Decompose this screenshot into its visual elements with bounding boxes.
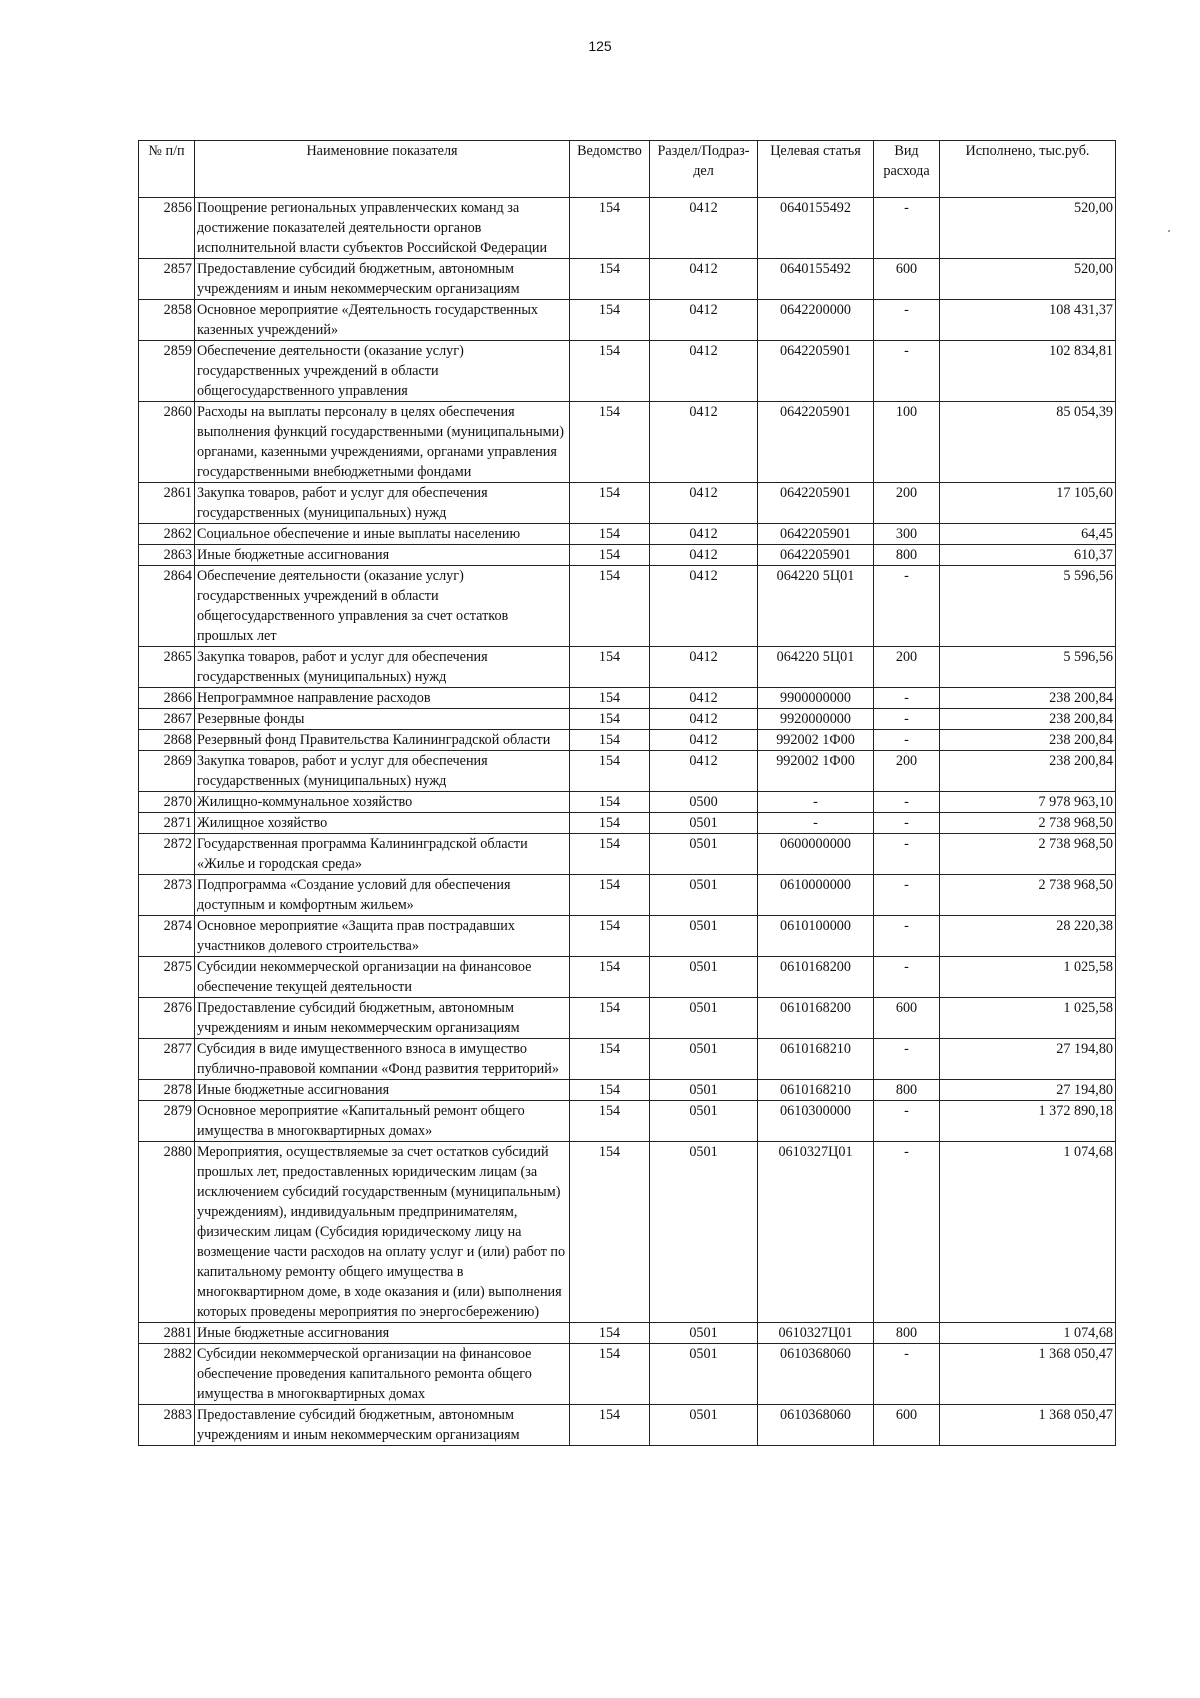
indicator-name: Подпрограмма «Создание условий для обеспечения доступным и комфортным жильем»	[195, 875, 570, 916]
vid-rashoda-code: -	[874, 300, 940, 341]
razdel-code: 0412	[650, 198, 758, 259]
table-row	[139, 834, 1116, 875]
indicator-name: Основное мероприятие «Деятельность государственных казенных учреждений»	[195, 300, 570, 341]
vedomstvo-code: 154	[570, 957, 650, 998]
row-number: 2874	[139, 916, 195, 957]
indicator-name: Предоставление субсидий бюджетным, автономным учреждениям и иным некоммерческим организациям	[195, 998, 570, 1039]
indicator-name: Государственная программа Калининградской области «Жилье и городская среда»	[195, 834, 570, 875]
razdel-code: 0501	[650, 813, 758, 834]
table-row	[139, 647, 1116, 688]
celevaya-statya-code: 0610168210	[758, 1080, 874, 1101]
table-row	[139, 566, 1116, 647]
vedomstvo-code: 154	[570, 1080, 650, 1101]
executed-amount: 17 105,60	[940, 483, 1116, 524]
vedomstvo-code: 154	[570, 730, 650, 751]
indicator-name: Мероприятия, осуществляемые за счет остатков субсидий прошлых лет, предоставленных юридическим лицам (за исключением субсидий государственным (муниципальным) учреждениям), индивидуальным предпринимателям, физическим лицам (Субсидия юридическому лицу на возмещение части расходов на оплату услуг и (или) работ по капитальному ремонту общего имущества в многоквартирном доме, в ходе оказания и (или) выполнения которых проведены мероприятия по энергосбережению)	[195, 1142, 570, 1323]
celevaya-statya-code: 9900000000	[758, 688, 874, 709]
vedomstvo-code: 154	[570, 813, 650, 834]
celevaya-statya-code: 0610327Ц01	[758, 1323, 874, 1344]
razdel-code: 0412	[650, 688, 758, 709]
table-row	[139, 300, 1116, 341]
table-header-row	[139, 141, 1116, 198]
table-row	[139, 524, 1116, 545]
row-number: 2858	[139, 300, 195, 341]
row-number: 2869	[139, 751, 195, 792]
executed-amount: 1 025,58	[940, 957, 1116, 998]
table-row	[139, 341, 1116, 402]
vedomstvo-code: 154	[570, 1142, 650, 1323]
indicator-name: Резервные фонды	[195, 709, 570, 730]
row-number: 2881	[139, 1323, 195, 1344]
executed-amount: 1 368 050,47	[940, 1405, 1116, 1446]
vedomstvo-code: 154	[570, 1101, 650, 1142]
row-number: 2865	[139, 647, 195, 688]
executed-amount: 238 200,84	[940, 751, 1116, 792]
row-number: 2861	[139, 483, 195, 524]
table-row	[139, 1323, 1116, 1344]
table-row	[139, 1405, 1116, 1446]
row-number: 2862	[139, 524, 195, 545]
vedomstvo-code: 154	[570, 751, 650, 792]
razdel-code: 0412	[650, 341, 758, 402]
row-number: 2880	[139, 1142, 195, 1323]
executed-amount: 520,00	[940, 259, 1116, 300]
indicator-name: Предоставление субсидий бюджетным, автономным учреждениям и иным некоммерческим организациям	[195, 1405, 570, 1446]
indicator-name: Иные бюджетные ассигнования	[195, 545, 570, 566]
executed-amount: 27 194,80	[940, 1080, 1116, 1101]
celevaya-statya-code: 0610000000	[758, 875, 874, 916]
table-row	[139, 1344, 1116, 1405]
vid-rashoda-code: 600	[874, 1405, 940, 1446]
razdel-code: 0501	[650, 1039, 758, 1080]
vid-rashoda-code: 600	[874, 259, 940, 300]
razdel-code: 0412	[650, 751, 758, 792]
indicator-name: Субсидия в виде имущественного взноса в имущество публично-правовой компании «Фонд развития территорий»	[195, 1039, 570, 1080]
indicator-name: Субсидии некоммерческой организации на финансовое обеспечение текущей деятельности	[195, 957, 570, 998]
row-number: 2873	[139, 875, 195, 916]
table-row	[139, 813, 1116, 834]
row-number: 2872	[139, 834, 195, 875]
executed-amount: 85 054,39	[940, 402, 1116, 483]
row-number: 2870	[139, 792, 195, 813]
razdel-code: 0501	[650, 916, 758, 957]
celevaya-statya-code: 0642200000	[758, 300, 874, 341]
vid-rashoda-code: -	[874, 709, 940, 730]
celevaya-statya-code: 064220 5Ц01	[758, 566, 874, 647]
celevaya-statya-code: -	[758, 813, 874, 834]
budget-execution-table	[138, 140, 1116, 1446]
vedomstvo-code: 154	[570, 1323, 650, 1344]
celevaya-statya-code: 992002 1Ф00	[758, 730, 874, 751]
celevaya-statya-code: 0642205901	[758, 341, 874, 402]
table-row	[139, 483, 1116, 524]
executed-amount: 2 738 968,50	[940, 875, 1116, 916]
vid-rashoda-code: -	[874, 730, 940, 751]
table-row	[139, 1101, 1116, 1142]
razdel-code: 0500	[650, 792, 758, 813]
executed-amount: 28 220,38	[940, 916, 1116, 957]
row-number: 2867	[139, 709, 195, 730]
vedomstvo-code: 154	[570, 566, 650, 647]
razdel-code: 0501	[650, 1101, 758, 1142]
executed-amount: 2 738 968,50	[940, 813, 1116, 834]
razdel-code: 0412	[650, 566, 758, 647]
vid-rashoda-code: 200	[874, 647, 940, 688]
vedomstvo-code: 154	[570, 834, 650, 875]
vedomstvo-code: 154	[570, 341, 650, 402]
table-row	[139, 751, 1116, 792]
executed-amount: 108 431,37	[940, 300, 1116, 341]
vid-rashoda-code: -	[874, 957, 940, 998]
razdel-code: 0501	[650, 1344, 758, 1405]
executed-amount: 102 834,81	[940, 341, 1116, 402]
executed-amount: 5 596,56	[940, 566, 1116, 647]
razdel-code: 0412	[650, 647, 758, 688]
vedomstvo-code: 154	[570, 524, 650, 545]
vid-rashoda-code: -	[874, 792, 940, 813]
indicator-name: Субсидии некоммерческой организации на финансовое обеспечение проведения капитального ремонта общего имущества в многоквартирных домах	[195, 1344, 570, 1405]
vid-rashoda-code: 800	[874, 1323, 940, 1344]
indicator-name: Закупка товаров, работ и услуг для обеспечения государственных (муниципальных) нужд	[195, 751, 570, 792]
indicator-name: Иные бюджетные ассигнования	[195, 1080, 570, 1101]
table-row	[139, 198, 1116, 259]
row-number: 2860	[139, 402, 195, 483]
executed-amount: 520,00	[940, 198, 1116, 259]
scan-artifact	[1168, 230, 1170, 232]
executed-amount: 1 074,68	[940, 1323, 1116, 1344]
indicator-name: Предоставление субсидий бюджетным, автономным учреждениям и иным некоммерческим организациям	[195, 259, 570, 300]
razdel-code: 0501	[650, 957, 758, 998]
executed-amount: 64,45	[940, 524, 1116, 545]
razdel-code: 0501	[650, 1080, 758, 1101]
celevaya-statya-code: 0610168200	[758, 998, 874, 1039]
indicator-name: Жилищно-коммунальное хозяйство	[195, 792, 570, 813]
vedomstvo-code: 154	[570, 1039, 650, 1080]
razdel-code: 0501	[650, 1405, 758, 1446]
vid-rashoda-code: 800	[874, 545, 940, 566]
header-ispolneno: Исполнено, тыс.руб.	[940, 141, 1116, 198]
table-row	[139, 957, 1116, 998]
celevaya-statya-code: 0610168210	[758, 1039, 874, 1080]
executed-amount: 1 025,58	[940, 998, 1116, 1039]
row-number: 2882	[139, 1344, 195, 1405]
table-row	[139, 998, 1116, 1039]
table-row	[139, 792, 1116, 813]
indicator-name: Непрограммное направление расходов	[195, 688, 570, 709]
row-number: 2864	[139, 566, 195, 647]
vedomstvo-code: 154	[570, 792, 650, 813]
celevaya-statya-code: 0610327Ц01	[758, 1142, 874, 1323]
vid-rashoda-code: 100	[874, 402, 940, 483]
vedomstvo-code: 154	[570, 198, 650, 259]
executed-amount: 7 978 963,10	[940, 792, 1116, 813]
vid-rashoda-code: 800	[874, 1080, 940, 1101]
indicator-name: Расходы на выплаты персоналу в целях обеспечения выполнения функций государственными (муниципальными) органами, казенными учреждениями, органами управления государственными внебюджетными фондами	[195, 402, 570, 483]
header-razdel: Раздел/Подраз-дел	[650, 141, 758, 198]
celevaya-statya-code: 0610368060	[758, 1405, 874, 1446]
razdel-code: 0412	[650, 259, 758, 300]
header-name: Наименовние показателя	[195, 141, 570, 198]
executed-amount: 1 372 890,18	[940, 1101, 1116, 1142]
vid-rashoda-code: 200	[874, 483, 940, 524]
vid-rashoda-code: -	[874, 916, 940, 957]
row-number: 2857	[139, 259, 195, 300]
razdel-code: 0501	[650, 1323, 758, 1344]
razdel-code: 0412	[650, 730, 758, 751]
razdel-code: 0412	[650, 402, 758, 483]
celevaya-statya-code: 064220 5Ц01	[758, 647, 874, 688]
vedomstvo-code: 154	[570, 259, 650, 300]
celevaya-statya-code: 0610300000	[758, 1101, 874, 1142]
executed-amount: 610,37	[940, 545, 1116, 566]
vid-rashoda-code: -	[874, 688, 940, 709]
vedomstvo-code: 154	[570, 647, 650, 688]
vid-rashoda-code: -	[874, 341, 940, 402]
vid-rashoda-code: -	[874, 1101, 940, 1142]
executed-amount: 5 596,56	[940, 647, 1116, 688]
vid-rashoda-code: -	[874, 198, 940, 259]
table-row	[139, 402, 1116, 483]
vedomstvo-code: 154	[570, 483, 650, 524]
executed-amount: 238 200,84	[940, 688, 1116, 709]
vedomstvo-code: 154	[570, 709, 650, 730]
vid-rashoda-code: -	[874, 813, 940, 834]
row-number: 2883	[139, 1405, 195, 1446]
row-number: 2875	[139, 957, 195, 998]
table-row	[139, 875, 1116, 916]
indicator-name: Резервный фонд Правительства Калининградской области	[195, 730, 570, 751]
indicator-name: Закупка товаров, работ и услуг для обеспечения государственных (муниципальных) нужд	[195, 647, 570, 688]
vid-rashoda-code: -	[874, 1142, 940, 1323]
executed-amount: 1 368 050,47	[940, 1344, 1116, 1405]
table-row	[139, 730, 1116, 751]
executed-amount: 238 200,84	[940, 730, 1116, 751]
row-number: 2877	[139, 1039, 195, 1080]
row-number: 2878	[139, 1080, 195, 1101]
celevaya-statya-code: 0610368060	[758, 1344, 874, 1405]
celevaya-statya-code: 0610100000	[758, 916, 874, 957]
executed-amount: 1 074,68	[940, 1142, 1116, 1323]
indicator-name: Основное мероприятие «Защита прав пострадавших участников долевого строительства»	[195, 916, 570, 957]
indicator-name: Основное мероприятие «Капитальный ремонт общего имущества в многоквартирных домах»	[195, 1101, 570, 1142]
header-vid: Вид расхода	[874, 141, 940, 198]
vid-rashoda-code: 600	[874, 998, 940, 1039]
indicator-name: Закупка товаров, работ и услуг для обеспечения государственных (муниципальных) нужд	[195, 483, 570, 524]
razdel-code: 0412	[650, 300, 758, 341]
row-number: 2859	[139, 341, 195, 402]
celevaya-statya-code: 9920000000	[758, 709, 874, 730]
row-number: 2879	[139, 1101, 195, 1142]
executed-amount: 27 194,80	[940, 1039, 1116, 1080]
vedomstvo-code: 154	[570, 916, 650, 957]
header-celevaya: Целевая статья	[758, 141, 874, 198]
vedomstvo-code: 154	[570, 402, 650, 483]
table-row	[139, 1080, 1116, 1101]
row-number: 2876	[139, 998, 195, 1039]
indicator-name: Иные бюджетные ассигнования	[195, 1323, 570, 1344]
table-row	[139, 916, 1116, 957]
indicator-name: Поощрение региональных управленческих команд за достижение показателей деятельности органов исполнительной власти субъектов Российской Федерации	[195, 198, 570, 259]
razdel-code: 0501	[650, 834, 758, 875]
vid-rashoda-code: 200	[874, 751, 940, 792]
row-number: 2868	[139, 730, 195, 751]
celevaya-statya-code: 0642205901	[758, 483, 874, 524]
table-row	[139, 259, 1116, 300]
celevaya-statya-code: 0642205901	[758, 402, 874, 483]
row-number: 2856	[139, 198, 195, 259]
executed-amount: 238 200,84	[940, 709, 1116, 730]
razdel-code: 0412	[650, 545, 758, 566]
table-row	[139, 1039, 1116, 1080]
vid-rashoda-code: -	[874, 834, 940, 875]
vedomstvo-code: 154	[570, 300, 650, 341]
razdel-code: 0501	[650, 1142, 758, 1323]
vedomstvo-code: 154	[570, 1344, 650, 1405]
indicator-name: Социальное обеспечение и иные выплаты населению	[195, 524, 570, 545]
vedomstvo-code: 154	[570, 998, 650, 1039]
razdel-code: 0501	[650, 875, 758, 916]
table-row	[139, 709, 1116, 730]
vedomstvo-code: 154	[570, 1405, 650, 1446]
row-number: 2866	[139, 688, 195, 709]
celevaya-statya-code: 0640155492	[758, 259, 874, 300]
row-number: 2871	[139, 813, 195, 834]
vid-rashoda-code: 300	[874, 524, 940, 545]
vedomstvo-code: 154	[570, 688, 650, 709]
vedomstvo-code: 154	[570, 875, 650, 916]
row-number: 2863	[139, 545, 195, 566]
vid-rashoda-code: -	[874, 875, 940, 916]
page-number: 125	[588, 38, 612, 54]
indicator-name: Обеспечение деятельности (оказание услуг) государственных учреждений в области общегосударственного управления за счет остатков прошлых лет	[195, 566, 570, 647]
table-row	[139, 1142, 1116, 1323]
razdel-code: 0501	[650, 998, 758, 1039]
celevaya-statya-code: 0642205901	[758, 545, 874, 566]
celevaya-statya-code: 0642205901	[758, 524, 874, 545]
celevaya-statya-code: 0600000000	[758, 834, 874, 875]
executed-amount: 2 738 968,50	[940, 834, 1116, 875]
header-vedomstvo: Ведомство	[570, 141, 650, 198]
celevaya-statya-code: 992002 1Ф00	[758, 751, 874, 792]
celevaya-statya-code: -	[758, 792, 874, 813]
table-row	[139, 688, 1116, 709]
vid-rashoda-code: -	[874, 1344, 940, 1405]
vid-rashoda-code: -	[874, 1039, 940, 1080]
celevaya-statya-code: 0610168200	[758, 957, 874, 998]
indicator-name: Обеспечение деятельности (оказание услуг) государственных учреждений в области общегосударственного управления	[195, 341, 570, 402]
razdel-code: 0412	[650, 524, 758, 545]
razdel-code: 0412	[650, 709, 758, 730]
vid-rashoda-code: -	[874, 566, 940, 647]
vedomstvo-code: 154	[570, 545, 650, 566]
table-row	[139, 545, 1116, 566]
indicator-name: Жилищное хозяйство	[195, 813, 570, 834]
header-num: № п/п	[139, 141, 195, 198]
razdel-code: 0412	[650, 483, 758, 524]
celevaya-statya-code: 0640155492	[758, 198, 874, 259]
